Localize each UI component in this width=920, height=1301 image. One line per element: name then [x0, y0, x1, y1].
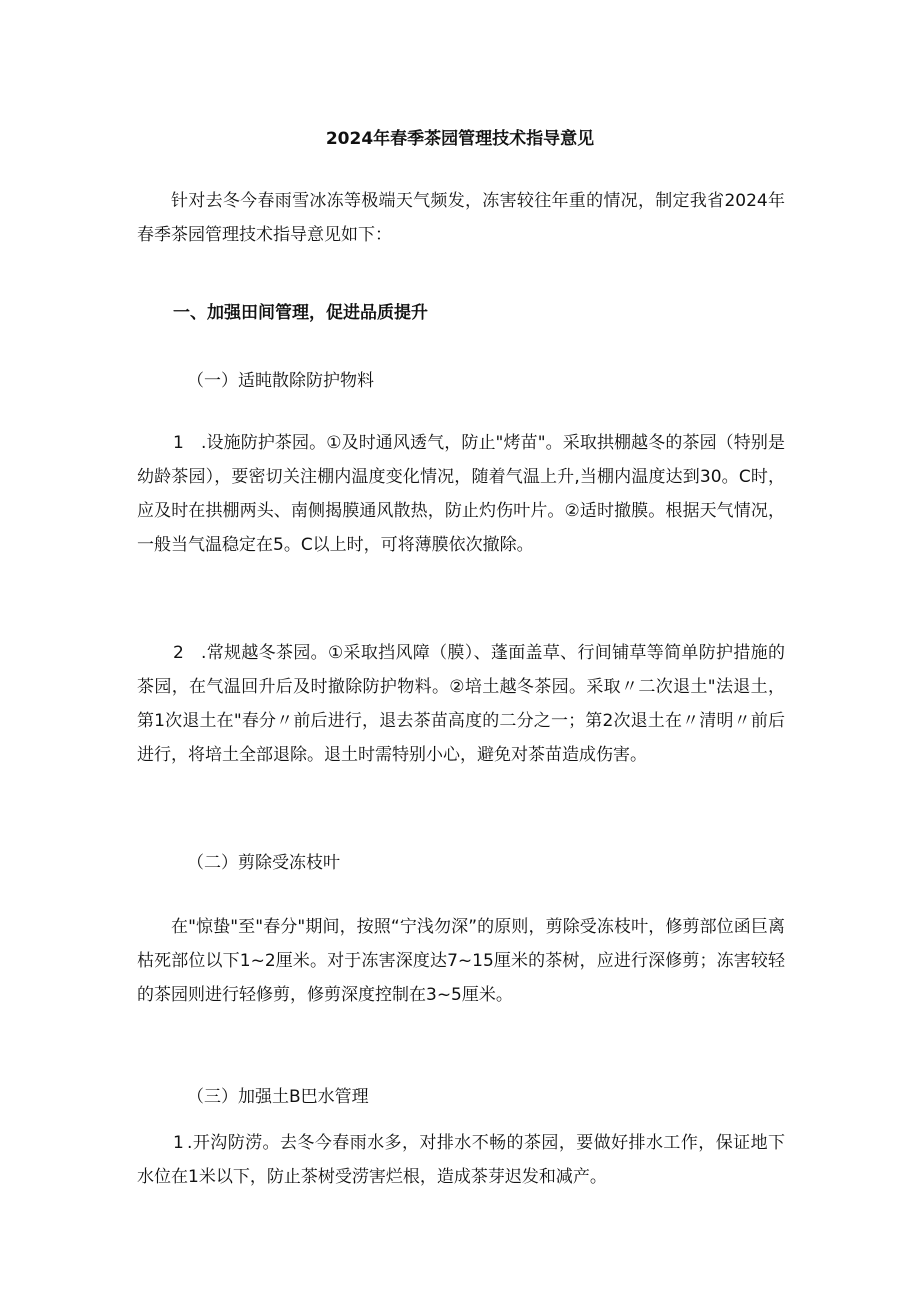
list-item-paragraph — [137, 636, 785, 772]
subsection-heading: （一）适盹散除防护物料 — [187, 371, 374, 391]
item-text: .开沟防涝。去冬今春雨水多，对排水不畅的茶园，要做好排水工作，保证地下水位在1米以下，防止茶树受涝害烂根，造成茶芽迟发和减产。 — [137, 1133, 785, 1187]
body-paragraph: 在"惊蛰"至"春分"期间，按照“宁浅勿深”的原则，剪除受冻枝叶，修剪部位函巨离枯死部位以下1~2厘米。对于冻害深度达7~15厘米的茶树，应进行深修剪；冻害较轻的茶园则进行轻修剪，修剪深度控制在3~5厘米。 — [137, 917, 785, 1005]
list-item-paragraph — [137, 426, 785, 562]
section-heading: 一、加强田间管理，促进品质提升 — [173, 303, 428, 323]
subsection-heading: （三）加强土B巴水管理 — [187, 1087, 369, 1107]
subsection-heading: （二）剪除受冻枝叶 — [187, 853, 340, 873]
item-text: .常规越冬茶园。①采取挡风障（膜）、蓬面盖草、行间铺草等简单防护措施的茶园，在气温回升后及时撤除防护物料。②培土越冬茶园。采取〃二次退土"法退土，第1次退土在"春分〃前后进行，退去茶苗高度的二分之一；第2次退土在〃清明〃前后进行，将培土全部退除。退土时需特别小心，避免对茶苗造成伤害。 — [137, 643, 785, 765]
item-number: 1 — [173, 1133, 184, 1153]
item-text: .设施防护茶园。①及时通风透气，防止"烤苗"。采取拱棚越冬的茶园（特别是幼龄茶园），要密切关注棚内温度变化情况，随着气温上升,当棚内温度达到30。C时，应及时在拱棚两头、南侧揭膜通风散热，防止灼伤叶片。②适时撤膜。根据天气情况，一般当气温稳定在5。C以上时，可将薄膜依次撤除。 — [137, 433, 785, 555]
intro-paragraph: 针对去冬今春雨雪冰冻等极端天气频发，冻害较往年重的情况，制定我省2024年春季茶园管理技术指导意见如下： — [137, 191, 785, 245]
item-number: 2 — [173, 643, 184, 663]
list-item-paragraph — [137, 1126, 785, 1194]
item-number: 1 — [173, 433, 184, 453]
document-title: 2024年春季茶园管理技术指导意见 — [325, 129, 595, 149]
